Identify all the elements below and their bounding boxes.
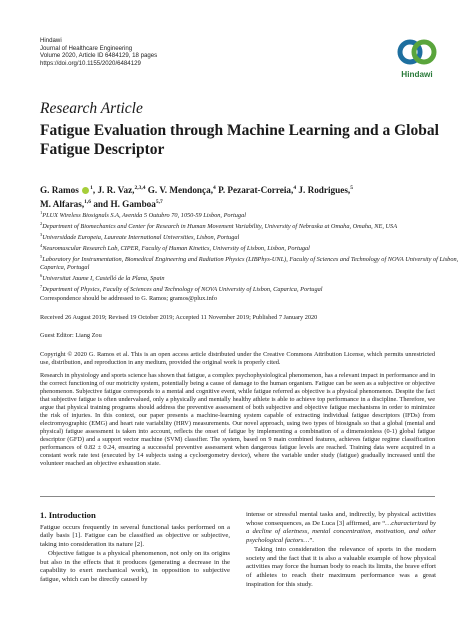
- affiliation: [40, 220, 460, 231]
- affiliation-text: Department of Biomechanics and Center for Research in Human Movement Variability, University of Nebraska at Omaha, Omaha, NE, USA: [42, 223, 398, 231]
- affiliation-text: Neuromuscular Research Lab, CIPER, Faculty of Human Kinetics, University of Lisbon, Lisbon, Portugal: [42, 245, 310, 253]
- journal-name: Journal of Healthcare Engineering: [40, 44, 133, 52]
- copyright-notice: Copyright © 2020 G. Ramos et al. This is an open access article distributed under the Creative Commons Attribution License, which permits unrestricted use, distribution, and reproduction in any medium, provided the original work is properly cited.: [40, 351, 435, 366]
- doi-link[interactable]: https://doi.org/10.1155/2020/6484129: [40, 59, 141, 67]
- affiliation: [40, 231, 460, 242]
- affiliation-text: Department of Physics, Faculty of Sciences and Technology of NOVA University of Lisbon, Caparica, Portugal: [42, 286, 323, 293]
- orcid-icon[interactable]: [82, 187, 89, 194]
- quoted-text: …characterized by a decline of alertness, mental concentration, motivation, and other psychological factors…: [246, 519, 437, 545]
- author-name: and H. Gamboa: [93, 199, 156, 210]
- affiliation-sup: 4: [40, 243, 43, 248]
- publisher-name: Hindawi: [40, 37, 62, 44]
- body-paragraph: Objective fatigue is a physical phenomenon, not only on its origins but also in the effects that it produces (generating a decrease in the capability to exert mechanical work), in opposition to subjective fatigue, which can be directly caused by: [40, 549, 230, 583]
- affiliation-sup: 3: [40, 232, 43, 237]
- affiliation-sup: 6: [40, 272, 43, 278]
- affiliation-text: Universidade Europeia, Laureate International Universities, Lisbon, Portugal: [42, 234, 240, 242]
- author-name: M. Alfaras,: [40, 199, 85, 210]
- author-affil-sup: 1: [90, 185, 93, 191]
- affiliation: [40, 253, 460, 272]
- body-paragraph: [246, 511, 436, 546]
- abstract-text: Research in physiology and sports science has shown that fatigue, a complex psychophysiological phenomenon, has a relevant impact in performance and in the correct functioning of our motricity system, potentially being a cause of damage to the human organism. Fatigue can be seen as a subjective or objective phenomenon. Subjective fatigue corresponds to a mental and cognitive event, while fatigue referred as objective is a physical phenomenon. Despite the fact that subjective fatigue is often undervalued, only a physically and mentally healthy athlete is able to achieve top performance in a discipline. Therefore, we argue that physical training programs should address the preventive assessment of both subjective and objective fatigue mechanisms in order to minimize the risk of injuries. In this context, our paper presents a machine-learning system capable of extracting individual fatigue descriptors (IFDs) from electromyographic (EMG) and heart rate variability (HRV) measurements. Our novel approach, using two types of biosignals so that a global (mental and physical) fatigue assessment is taken into account, reflects the onset of fatigue by implementing a combination of a dimensionless (0-1) global fatigue descriptor (GFD) and a support vector machine (SVM) classifier. The system, based on 9 main combined features, achieves fatigue regime classification performances of 0.82 ± 0.24, ensuring a successful preventive assessment when dangerous fatigue levels are reached. Training data were acquired in a constant work rate test (executed by 14 subjects using a cycloergometry device), where the variable under study (fatigue) gradually increased until the volunteer reached an objective exhaustion state.: [40, 372, 435, 467]
- affiliation-text: Universitat Jaume I, Castelló de la Plana, Spain: [42, 275, 165, 282]
- publication-dates: Received 26 August 2019; Revised 19 October 2019; Accepted 11 November 2019; Published 7 January 2020: [40, 314, 318, 321]
- body-paragraph: Fatigue occurs frequently in several functional tasks performed on a daily basis [1]. Fatigue can be classified as objective or subjective, taking into consideration its nature [2].: [40, 523, 230, 549]
- author-name: P. Pezarat-Correia,: [218, 185, 294, 196]
- guest-editor: Guest Editor: Liang Zou: [40, 332, 102, 339]
- hindawi-logo: [392, 36, 442, 84]
- section-divider: [40, 496, 435, 497]
- article-type: Research Article: [40, 100, 143, 117]
- journal-meta: [40, 37, 157, 67]
- body-text: ”.: [309, 537, 314, 545]
- affiliation-text: Laboratory for Instrumentation, Biomedical Engineering and Radiation Physics (LIBPhys-UNL), Faculty of Sciences and Technology of NOVA University of Lisbon, Caparica, Portugal: [40, 256, 459, 271]
- author-affil-sup: 4: [213, 185, 216, 191]
- affiliation-sup: 2: [40, 221, 43, 226]
- logo-text: Hindawi: [401, 70, 433, 79]
- affiliation-sup: 7: [40, 283, 43, 289]
- affiliation: [40, 242, 460, 253]
- author-affil-sup: 5,7: [155, 199, 163, 206]
- author-affil-sup: 4: [293, 185, 297, 191]
- affiliation-sup: 5: [40, 254, 43, 259]
- section-heading: 1. Introduction: [40, 510, 96, 520]
- author-list: G. Ramos $^1$, J. R. Vaz,$^{2,3,4}$ G. V. Mendonça,$^4$ P. Pezarat-Correia,$^4$ J. Rodrigues,$^5$ M. Alfaras,$^{1,6}$ and H. Gamboa$^{5,7}$: [40, 185, 353, 210]
- affiliation: [40, 209, 460, 220]
- correspondence-note: Correspondence should be addressed to G. Ramos; gramos@plux.info: [40, 295, 218, 302]
- author-name: G. V. Mendonça,: [147, 185, 214, 196]
- body-column-left: [40, 511, 230, 585]
- affiliation-sup: 1: [40, 210, 43, 215]
- affiliation: [40, 272, 460, 283]
- affiliations: [40, 209, 460, 294]
- author-affil-sup: 1,6: [84, 199, 92, 206]
- body-text: intense or stressful mental tasks and, indirectly, by physical activities whose consequences, as De Luca [3] affirmed, are “: [246, 511, 436, 527]
- author-name: G. Ramos: [40, 185, 79, 196]
- author-name: J. R. Vaz,: [97, 185, 135, 196]
- affiliation: [40, 283, 460, 294]
- author-affil-sup: 2,3,4: [134, 185, 146, 191]
- author-name: J. Rodrigues,: [298, 185, 351, 196]
- hindawi-logo-icon: [392, 36, 442, 70]
- affiliation-text: PLUX Wireless Biosignals S.A, Avenida 5 Outubro 70, 1050-59 Lisbon, Portugal: [42, 212, 246, 220]
- body-paragraph: Taking into consideration the relevance of sports in the modern society and the fact that it is also a valuable example of how physical activities may force the human body to reach its limits, the brave effort of athletes to reach their maximum performance was a great inspiration for this study.: [246, 545, 436, 588]
- paper-title: Fatigue Evaluation through Machine Learning and a Global Fatigue Descriptor: [40, 122, 439, 158]
- volume-line: Volume 2020, Article ID 6484129, 18 pages: [40, 52, 158, 60]
- body-column-right: [246, 511, 436, 589]
- author-affil-sup: 5: [350, 185, 353, 191]
